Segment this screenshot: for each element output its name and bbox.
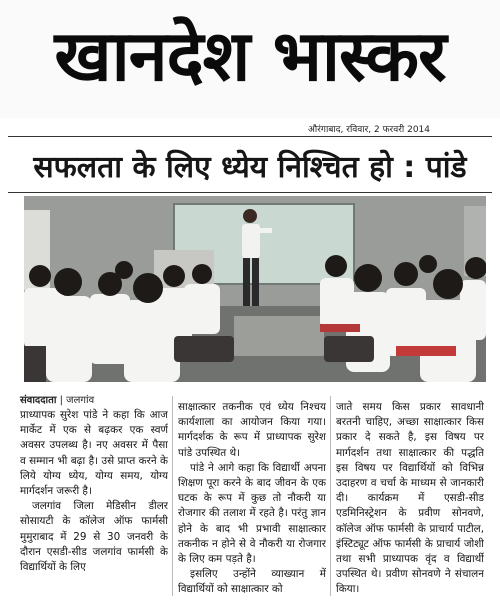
paragraph: जाते समय किस प्रकार सावधानी बरतनी चाहिए, अच्छा साक्षात्कार किस प्रकार दे सकते है, इस विषय पर मार्गदर्शन तथा साक्षात्कार की पद्धति इस विषय पर विद्यार्थियों को विभिन्न उदाहरण व चर्चा के माध्यम से जानकारी दी। कार्यक्रम में एसडी-सीड एडमिनिस्ट्रेशन के प्रवीण सोनवणे, कॉलेज ऑफ फार्मसी के प्राचार्य पाटील, इंस्टिट्यूट ऑफ फार्मसी के प्राचार्य जोशी तथा सभी प्राध्यापक वृंद व विद्यार्थी उपस्थित थे। प्रवीण सोनवणे ने संचालन किया।: [336, 401, 484, 596]
paragraph: पांडे ने आगे कहा कि विद्यार्थी अपना शिक्षण पूरा करने के बाद जीवन के एक घटक के रूप में कुछ तो नौकरी या रोजगार की तलाश में रहते है। परंतु ज्ञान होने के बाद भी प्रभावी साक्षात्कार तकनीक न होने से वे नौकरी या रोजगार के लिए कम पड़ते है।: [178, 461, 326, 566]
masthead: [0, 0, 500, 118]
paragraph: प्राध्यापक सुरेश पांडे ने कहा कि आज मार्केट में एक से बढ़कर एक स्वर्ण अवसर उपलब्ध है। नए अवसर में पैसा व सम्मान भी बढ़ा है। उसे प्राप्त करने के लिये योग्य ध्येय, योग्य समय, योग्य मार्गदर्शन जरूरी है।: [20, 409, 168, 498]
byline-separator: |: [59, 395, 67, 406]
article-column-3: [336, 400, 484, 596]
classroom-photo: [24, 196, 486, 382]
byline: [20, 392, 94, 406]
column-divider: [330, 396, 331, 596]
newspaper-title: खानदेश भास्कर: [54, 15, 446, 97]
headline-rule: [8, 192, 492, 193]
byline-place: जलगांव: [66, 395, 95, 406]
paragraph: साक्षात्कार तकनीक एवं ध्येय निश्चय कार्यशाला का आयोजन किया गया। मार्गदर्शक के रूप में प्राध्यापक सुरेश पांडे उपस्थित थे।: [178, 401, 326, 459]
headline: सफलता के लिए ध्येय निश्चित हो : पांडे: [33, 150, 467, 185]
dateline: औरंगाबाद, रविवार, 2 फरवरी 2014: [308, 125, 430, 135]
top-rule: [8, 136, 492, 137]
paragraph: जलगांव जिला मेडिसीन डीलर सोसायटी के कॉलेज ऑफ फार्मसी मुमुराबाद में 29 से 30 जनवरी के दौरान एसडी-सीड जलगांव फार्मसी के विद्यार्थियों के लिए: [20, 500, 168, 574]
column-divider: [172, 396, 173, 596]
paragraph: इसलिए उन्होंने व्याख्यान में विद्यार्थियों को साक्षात्कार को: [178, 568, 326, 596]
article-column-2: [178, 400, 326, 596]
byline-author: संवाददाता: [20, 395, 57, 406]
article-column-1: [20, 408, 168, 596]
